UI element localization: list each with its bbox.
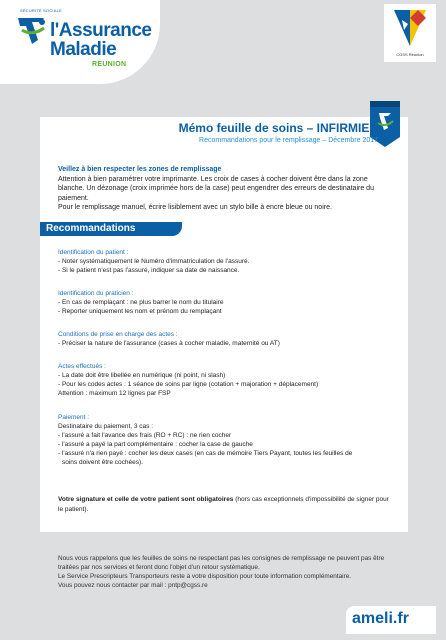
cgss-caption: CGSS Réunion xyxy=(396,52,424,57)
recommendations-label: Recommandations xyxy=(46,223,136,234)
warning-paragraph: Attention à bien paramétrer votre imprimante. Les croix de cases à cocher doivent être dans la zone blanche. Un dézonage (croix imprimée hors de la case) peut engendrer des erreurs de destinataire du paiement. xyxy=(58,175,374,202)
brand-name-line1: l'Assurance xyxy=(50,20,152,41)
section-line: Destinataire du paiement, 3 cas : xyxy=(58,423,154,430)
footer-line: Nous vous rappelons que les feuilles de soins ne respectant pas les consignes de remplissage ne peuvent pas être traitées par nos services et feront donc l'objet d'un retour systématique. xyxy=(58,555,385,571)
section-line: - La date doit être libellée en numérique (ni point, ni slash) xyxy=(58,372,226,379)
section-line: - l'assuré a fait l'avance des frais (RO + RC) : ne rien cocher xyxy=(58,432,232,439)
memo-card xyxy=(40,117,408,532)
section-line: - Si le patient n'est pas l'assuré, indiquer sa date de naissance. xyxy=(58,267,240,274)
section-line: - Noter systématiquement le Numéro d'immatriculation de l'assuré. xyxy=(58,258,250,265)
section-line: - l'assuré a payé la part complémentaire : cocher la case de gauche xyxy=(58,441,253,448)
section-line: - Préciser la nature de l'assurance (cases à cocher maladie, maternité ou AT) xyxy=(58,340,280,347)
brand-region: REUNION xyxy=(92,61,127,68)
recommendations-banner xyxy=(40,222,182,236)
ameli-logo[interactable] xyxy=(346,606,436,634)
section-conditions xyxy=(58,330,398,348)
section-paiement xyxy=(58,413,398,467)
memo-subtitle: Recommandations pour le remplissage – Décembre 2017 xyxy=(199,137,378,144)
section-line: - En cas de remplaçant : ne plus barrer le nom du titulaire xyxy=(58,299,224,306)
memo-title: Mémo feuille de soins – INFIRMIER xyxy=(178,121,378,135)
assurance-maladie-logo-icon xyxy=(14,12,50,46)
warning-paragraph: Pour le remplissage manuel, écrire lisiblement avec un stylo bille à encre bleue ou noire. xyxy=(58,204,332,211)
section-actes xyxy=(58,362,398,398)
section-heading: Actes effectués : xyxy=(58,363,106,370)
signature-bold: Votre signature et celle de votre patient sont obligatoires xyxy=(58,496,234,503)
section-line: - Reporter uniquement les nom et prénom du remplaçant xyxy=(58,308,222,315)
signature-note xyxy=(58,495,390,514)
cgss-logo xyxy=(384,4,436,62)
section-heading: Identification du patient : xyxy=(58,249,129,256)
cgss-logo-icon xyxy=(384,4,436,50)
section-heading: Conditions de prise en charge des actes : xyxy=(58,331,178,338)
section-heading: Identification du praticien : xyxy=(58,290,134,297)
section-line: - l'assuré n'a rien payé : cocher les deux cases (en cas de mémoire Tiers Payant, toutes les feuilles de xyxy=(58,450,353,457)
footer-line: Vous pouvez nous contacter par mail : pntp@cgss.re xyxy=(58,582,208,589)
footer-notice xyxy=(58,554,392,590)
section-patient xyxy=(58,248,398,275)
section-line: soins doivent être cochées). xyxy=(62,459,143,466)
footer-line: Le Service Prescripteurs Transporteurs reste à votre disposition pour toute information complémentaire. xyxy=(58,573,352,580)
warning-block xyxy=(58,165,390,213)
section-praticien xyxy=(58,289,398,316)
ameli-text: ameli.fr xyxy=(352,610,409,627)
section-line: - Pour les codes actes : 1 séance de soins par ligne (cotation + majoration + déplacement) xyxy=(58,381,319,388)
brand-name-line2: Maladie xyxy=(50,39,117,60)
logo-caption: SÉCURITÉ SOCIALE xyxy=(20,8,62,13)
signature-rest: (hors cas exceptionnels d'impossibilité de signer pour le patient). xyxy=(58,496,389,513)
assurance-maladie-logo xyxy=(0,0,160,84)
section-line: Attention : maximum 12 lignes par FSP xyxy=(58,390,171,397)
section-heading: Paiement : xyxy=(58,414,90,421)
warning-title: Veillez à bien respecter les zones de remplissage xyxy=(58,166,222,173)
